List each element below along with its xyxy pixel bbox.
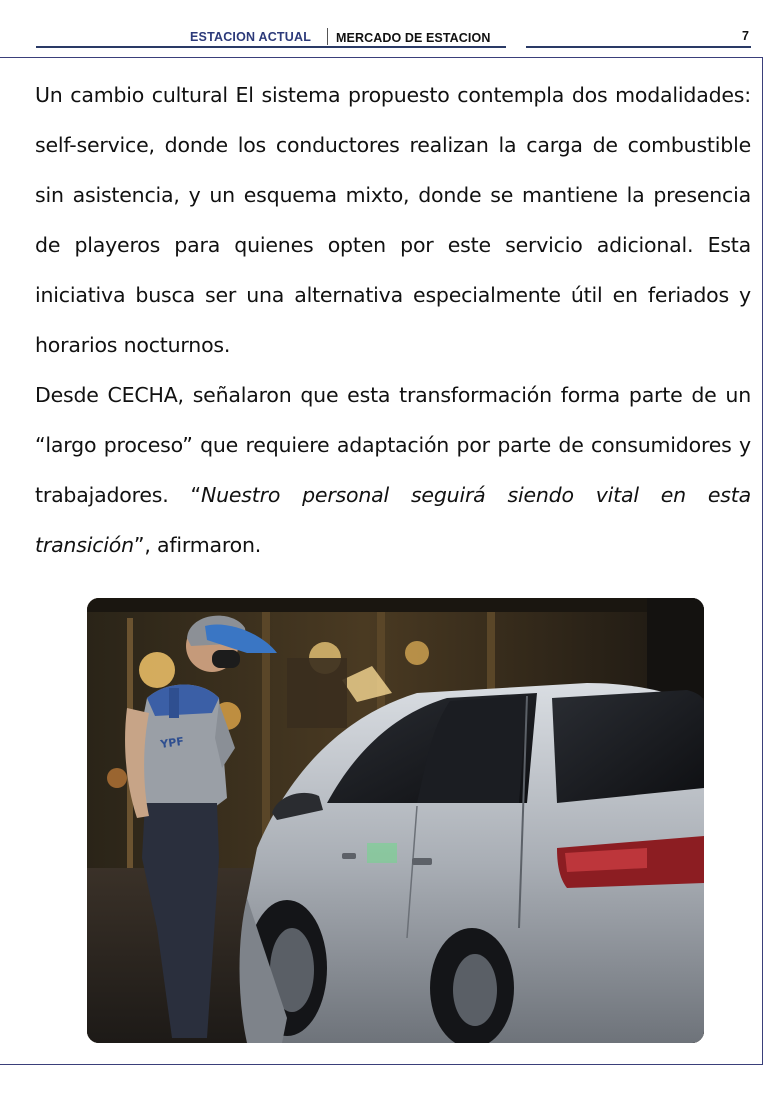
paragraph-2-tail: ”, afirmaron. [133,533,262,557]
publication-name: ESTACION ACTUAL [190,30,312,44]
header-rule-left [36,46,506,48]
page-number: 7 [742,29,749,43]
frame-top-border [0,57,763,58]
page-header [0,0,779,60]
frame-right-border [762,57,763,1065]
frame-bottom-border [0,1064,763,1065]
article-paragraph-2 [35,370,751,570]
quote-text: Nuestro personal seguirá siendo vital en esta transición [35,483,751,557]
header-separator [327,28,328,45]
article-body [35,70,751,570]
uniform-logo: YPF [159,734,185,751]
section-title: MERCADO DE ESTACION [336,31,491,45]
article-photo [87,598,704,1043]
article-paragraph-1: Un cambio cultural El sistema propuesto contempla dos modalidades: self-service, donde los conductores realizan la carga de combustible sin asistencia, y un esquema mixto, donde se mantiene la presencia de playeros para quienes opten por este servicio adicional. Esta iniciativa busca ser una alternativa especialmente útil en feriados y horarios nocturnos. [35,83,751,357]
paragraph-2-lead: Desde CECHA, señalaron que esta transformación forma parte de un “largo proceso” que requiere adaptación por parte de consumidores y trabajadores. “ [35,383,751,507]
header-rule-right [526,46,751,48]
attendant-car-illustration [87,598,704,1043]
